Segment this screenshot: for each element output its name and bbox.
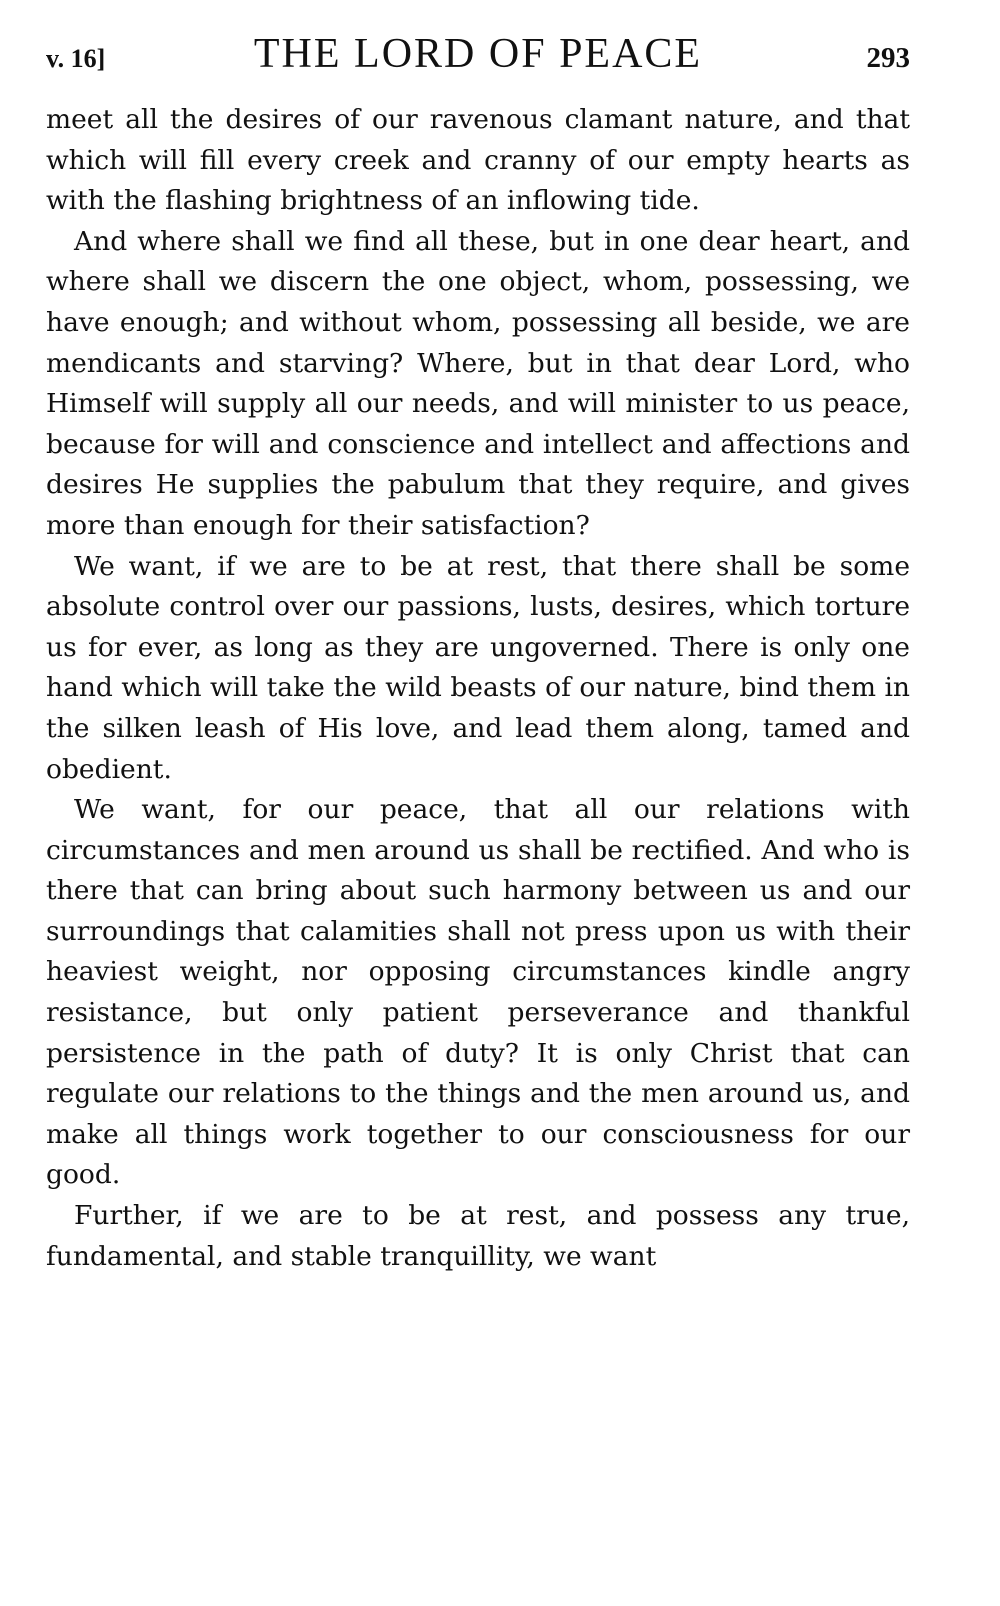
- page-title: THE LORD OF PEACE: [253, 31, 703, 77]
- paragraph-continuation: meet all the desires of our ravenous clamant nature, and that which will fill every creek and cranny of our empty hearts as with the flashing brightness of an inflowing tide.: [46, 104, 910, 217]
- running-head: [46, 30, 910, 84]
- page-number: 293: [866, 42, 910, 74]
- paragraph: We want, for our peace, that all our relations with circumstances and men around us shall be rectified. And who is there that can bring about such harmony between us and our surroundings that calamities shall not press upon us with their heaviest weight, nor opposing circumstances kindle angry resistance, but only patient perseverance and thankful persistence in the path of duty? It is only Christ that can regulate our relations to the things and the men around us, and make all things work together to our consciousness for our good.: [46, 794, 910, 1191]
- paragraph: And where shall we find all these, but in one dear heart, and where shall we discern the one object, whom, possessing, we have enough; and without whom, possessing all beside, we are mendicants and starving? Where, but in that dear Lord, who Himself will supply all our needs, and will minister to us peace, because for will and conscience and intellect and affections and desires He supplies the pabulum that they require, and gives more than enough for their satisfaction?: [46, 225, 910, 541]
- paragraph: We want, if we are to be at rest, that there shall be some absolute control over our passions, lusts, desires, which torture us for ever, as long as they are ungoverned. There is only one hand which will take the wild beasts of our nature, bind them in the silken leash of His love, and lead them along, tamed and obedient.: [46, 550, 910, 785]
- verse-reference: v. 16]: [46, 44, 106, 73]
- book-page: [46, 30, 910, 1277]
- body-text: [46, 100, 910, 1277]
- paragraph: Further, if we are to be at rest, and possess any true, fundamental, and stable tranquillity, we want: [46, 1200, 910, 1272]
